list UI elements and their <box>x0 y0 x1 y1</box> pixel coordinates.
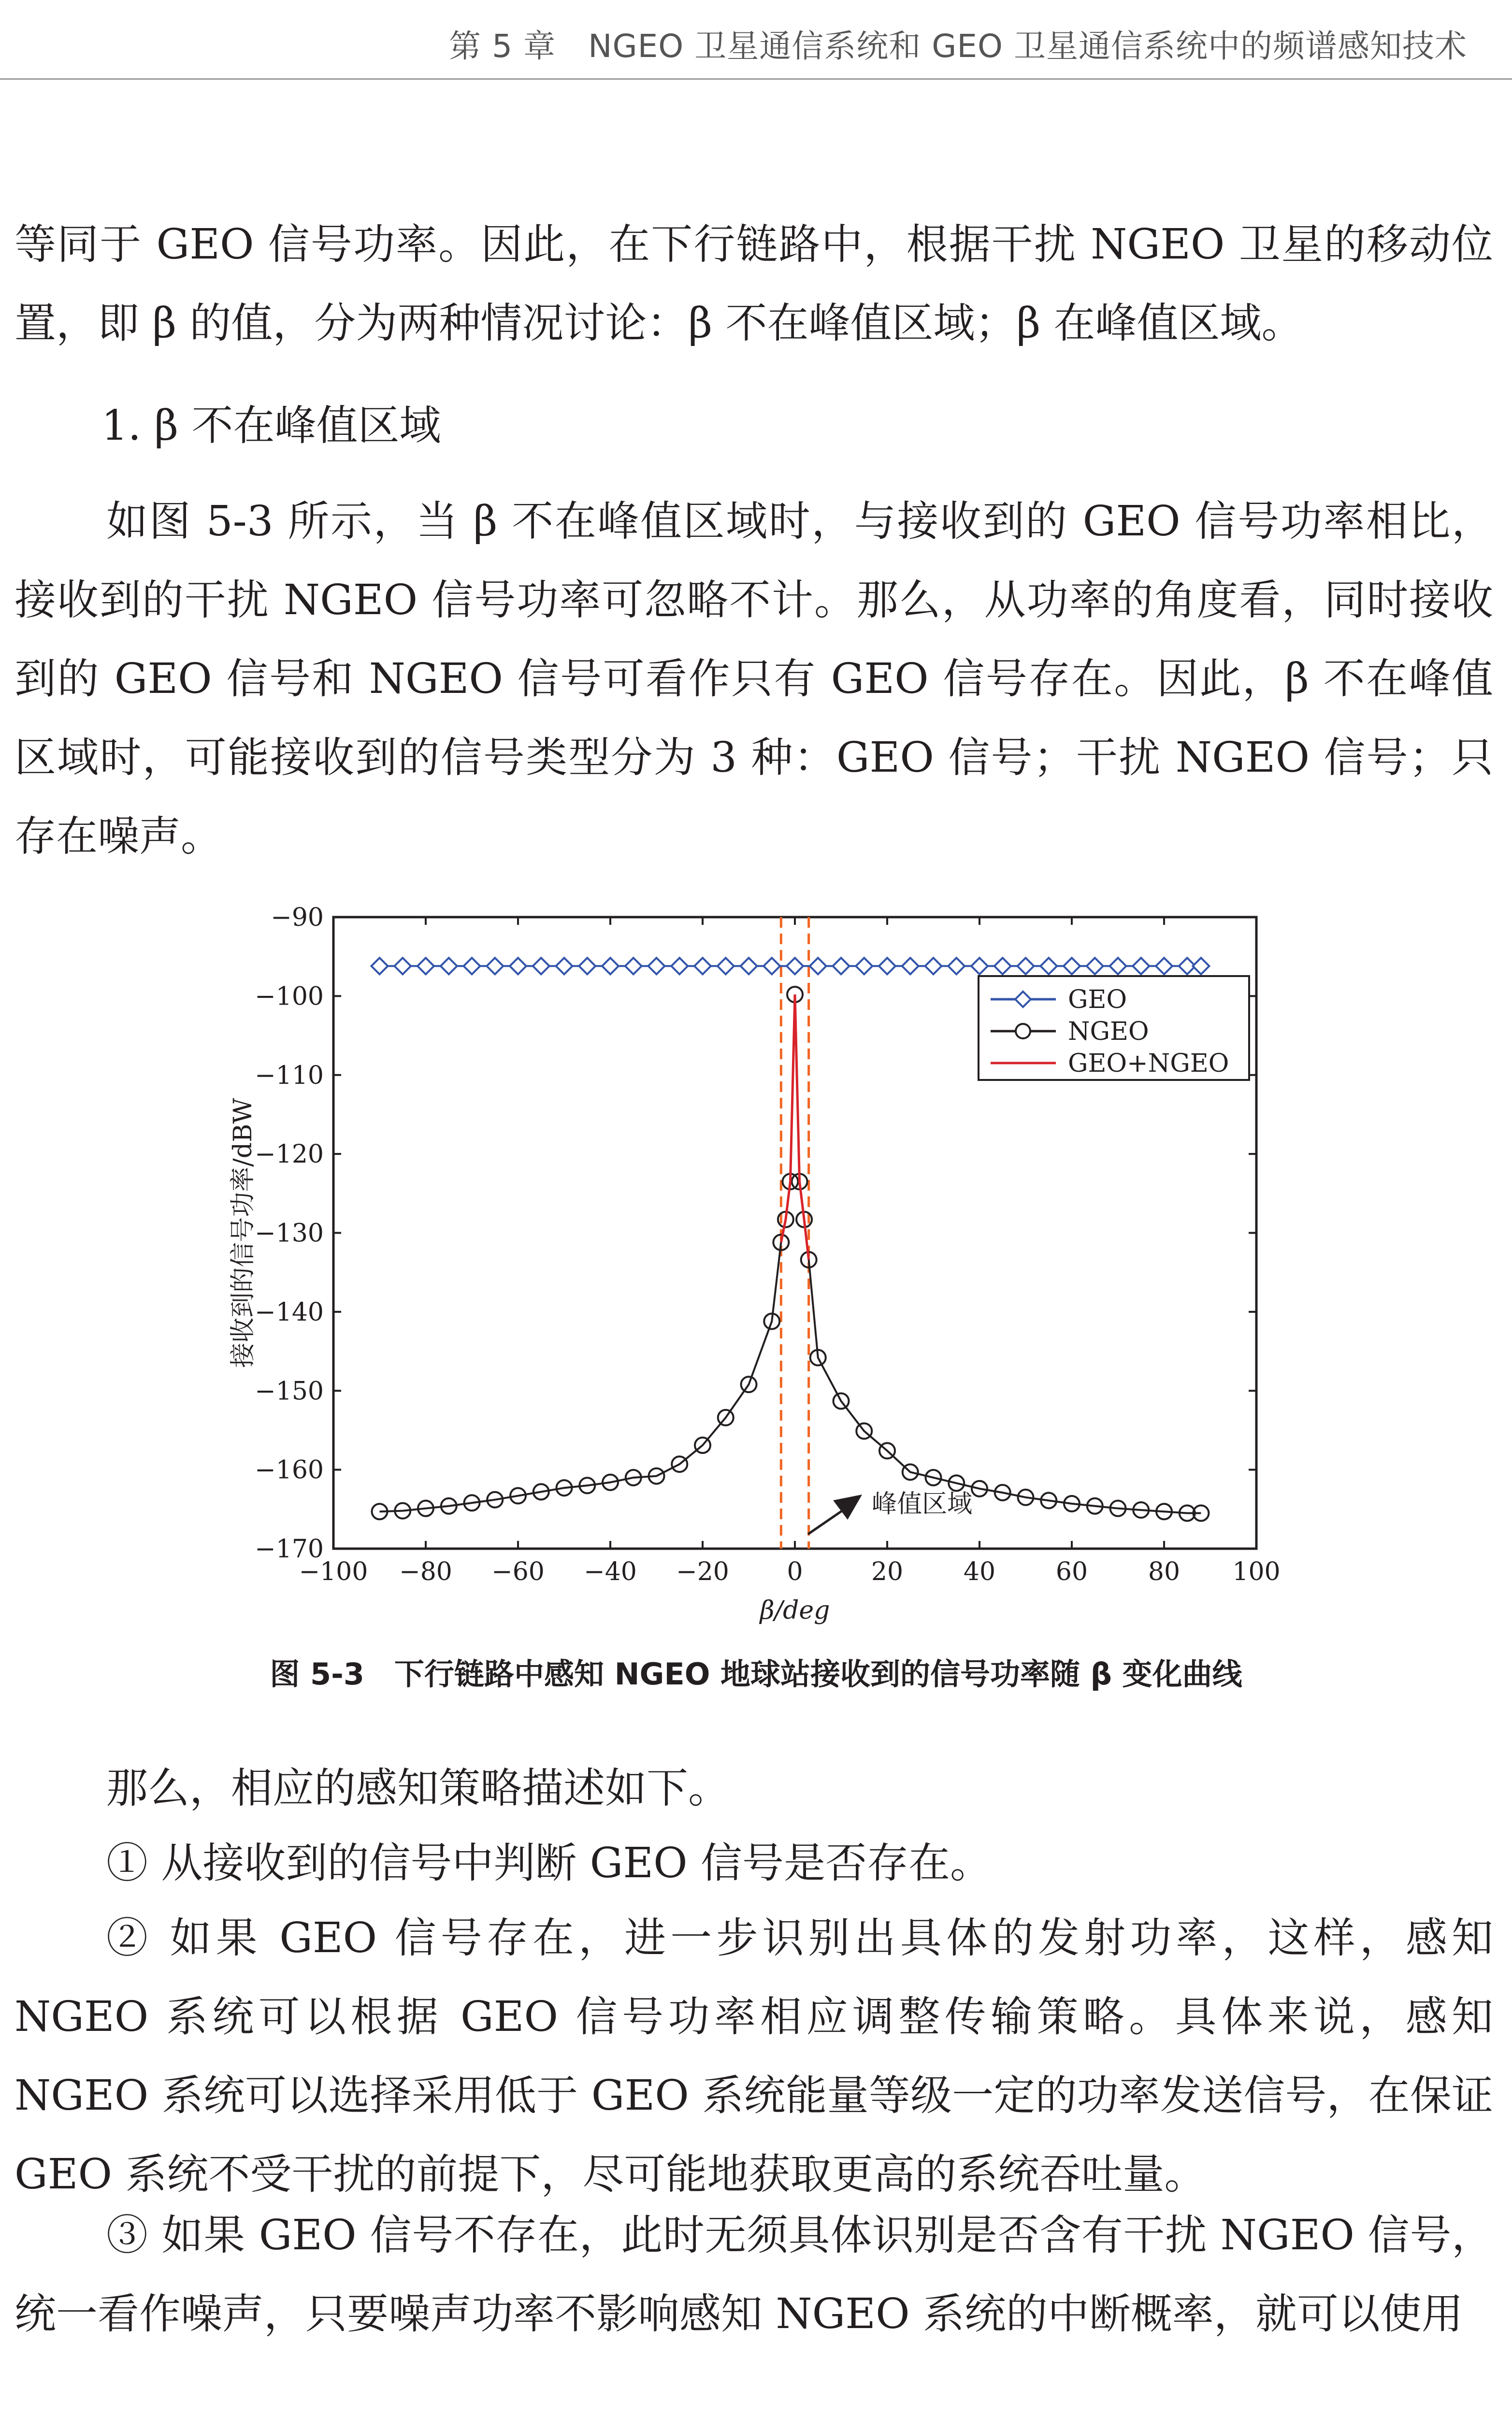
x-tick-label: 40 <box>963 1557 996 1586</box>
geo-point <box>579 958 595 974</box>
paragraph-figure-ref: 如图 5-3 所示，当 β 不在峰值区域时，与接收到的 GEO 信号功率相比，接收到的干扰 NGEO 信号功率可忽略不计。那么，从功率的角度看，同时接收到的 GEO 信号和 NGEO 信号可看作只有 GEO 信号存在。因此，β 不在峰值区域时，可能接收到的信号类型分为 3 种：GEO 信号；干扰 NGEO 信号；只存在噪声。 <box>14 497 1493 861</box>
geo-point <box>833 958 850 974</box>
paragraph-intro: 等同于 GEO 信号功率。因此，在下行链路中，根据干扰 NGEO 卫星的移动位置，即 β 的值，分为两种情况讨论：β 不在峰值区域；β 在峰值区域。 <box>14 220 1493 347</box>
x-tick-label: −20 <box>676 1557 729 1586</box>
geo-point <box>441 958 457 974</box>
geo-point <box>394 958 411 974</box>
x-axis-label: β/deg <box>760 1596 830 1625</box>
geo-point <box>372 958 388 974</box>
running-header: 第 5 章 NGEO 卫星通信系统和 GEO 卫星通信系统中的频谱感知技术 <box>449 28 1467 65</box>
geo-point <box>787 958 803 974</box>
x-tick-label: −60 <box>491 1557 545 1586</box>
y-tick-label: −160 <box>255 1455 324 1485</box>
figure-5-3-chart <box>0 899 1512 1643</box>
geo-point <box>741 958 757 974</box>
geo-point <box>810 958 826 974</box>
geo-point <box>1110 958 1126 974</box>
geo-point <box>671 958 688 974</box>
geo-point <box>1087 958 1103 974</box>
header-rule <box>0 78 1512 80</box>
figure-caption: 图 5-3 下行链路中感知 NGEO 地球站接收到的信号功率随 β 变化曲线 <box>270 1656 1242 1692</box>
geo-point <box>1018 958 1034 974</box>
y-tick-label: −100 <box>255 982 324 1011</box>
geo-point <box>902 958 919 974</box>
x-tick-label: 0 <box>787 1557 803 1586</box>
legend-label: GEO <box>1068 985 1127 1014</box>
y-tick-label: −120 <box>255 1140 324 1169</box>
y-tick-label: −150 <box>255 1377 324 1406</box>
geo-point <box>718 958 734 974</box>
annotation-label: 峰值区域 <box>872 1490 973 1519</box>
geo-point <box>694 958 711 974</box>
strategy-item-1: ① 从接收到的信号中判断 GEO 信号是否存在。 <box>106 1839 992 1887</box>
series-line-geo-plus-ngeo <box>781 994 808 1260</box>
geo-point <box>1193 958 1209 974</box>
geo-point <box>763 958 780 974</box>
geo-point <box>487 958 503 974</box>
legend-label: GEO+NGEO <box>1068 1049 1229 1078</box>
geo-point <box>1040 958 1057 974</box>
geo-point <box>1064 958 1080 974</box>
y-tick-label: −130 <box>255 1219 324 1248</box>
legend-circle-marker <box>1016 1024 1030 1038</box>
strategy-item-2: ② 如果 GEO 信号存在，进一步识别出具体的发射功率，这样，感知 NGEO 系统可以根据 GEO 信号功率相应调整传输策略。具体来说，感知 NGEO 系统可以选择采用低于 GEO 系统能量等级一定的功率发送信号，在保证 GEO 系统不受干扰的前提下，尽可能地获取更高的系统吞吐量。 <box>14 1914 1493 2199</box>
geo-point <box>556 958 573 974</box>
y-tick-label: −90 <box>271 903 324 932</box>
x-tick-label: −40 <box>584 1557 637 1586</box>
geo-point <box>418 958 434 974</box>
geo-point <box>464 958 480 974</box>
geo-point <box>602 958 619 974</box>
x-tick-label: 80 <box>1148 1557 1181 1586</box>
x-tick-label: 100 <box>1232 1557 1281 1586</box>
y-tick-label: −170 <box>255 1535 324 1564</box>
x-tick-label: −80 <box>399 1557 452 1586</box>
geo-point <box>879 958 895 974</box>
geo-point <box>971 958 988 974</box>
geo-point <box>510 958 526 974</box>
geo-point <box>648 958 665 974</box>
geo-point <box>948 958 965 974</box>
geo-point <box>994 958 1011 974</box>
geo-point <box>533 958 549 974</box>
paragraph-strategy-intro: 那么，相应的感知策略描述如下。 <box>106 1764 730 1812</box>
geo-point <box>856 958 872 974</box>
annotation-arrow-head <box>833 1495 862 1520</box>
geo-point <box>1133 958 1149 974</box>
geo-point <box>1156 958 1172 974</box>
geo-point <box>625 958 642 974</box>
subheading-beta-not-peak: 1. β 不在峰值区域 <box>101 402 441 450</box>
x-tick-label: 20 <box>871 1557 904 1586</box>
x-tick-label: 60 <box>1055 1557 1088 1586</box>
x-tick-label: −100 <box>299 1557 368 1586</box>
strategy-item-3: ③ 如果 GEO 信号不存在，此时无须具体识别是否含有干扰 NGEO 信号，统一看作噪声，只要噪声功率不影响感知 NGEO 系统的中断概率，就可以使用 <box>14 2211 1493 2338</box>
y-tick-label: −110 <box>255 1061 324 1090</box>
geo-point <box>925 958 942 974</box>
legend-label: NGEO <box>1068 1017 1149 1046</box>
y-axis-label: 接收到的信号功率/dBW <box>229 1098 258 1368</box>
y-tick-label: −140 <box>255 1297 324 1327</box>
